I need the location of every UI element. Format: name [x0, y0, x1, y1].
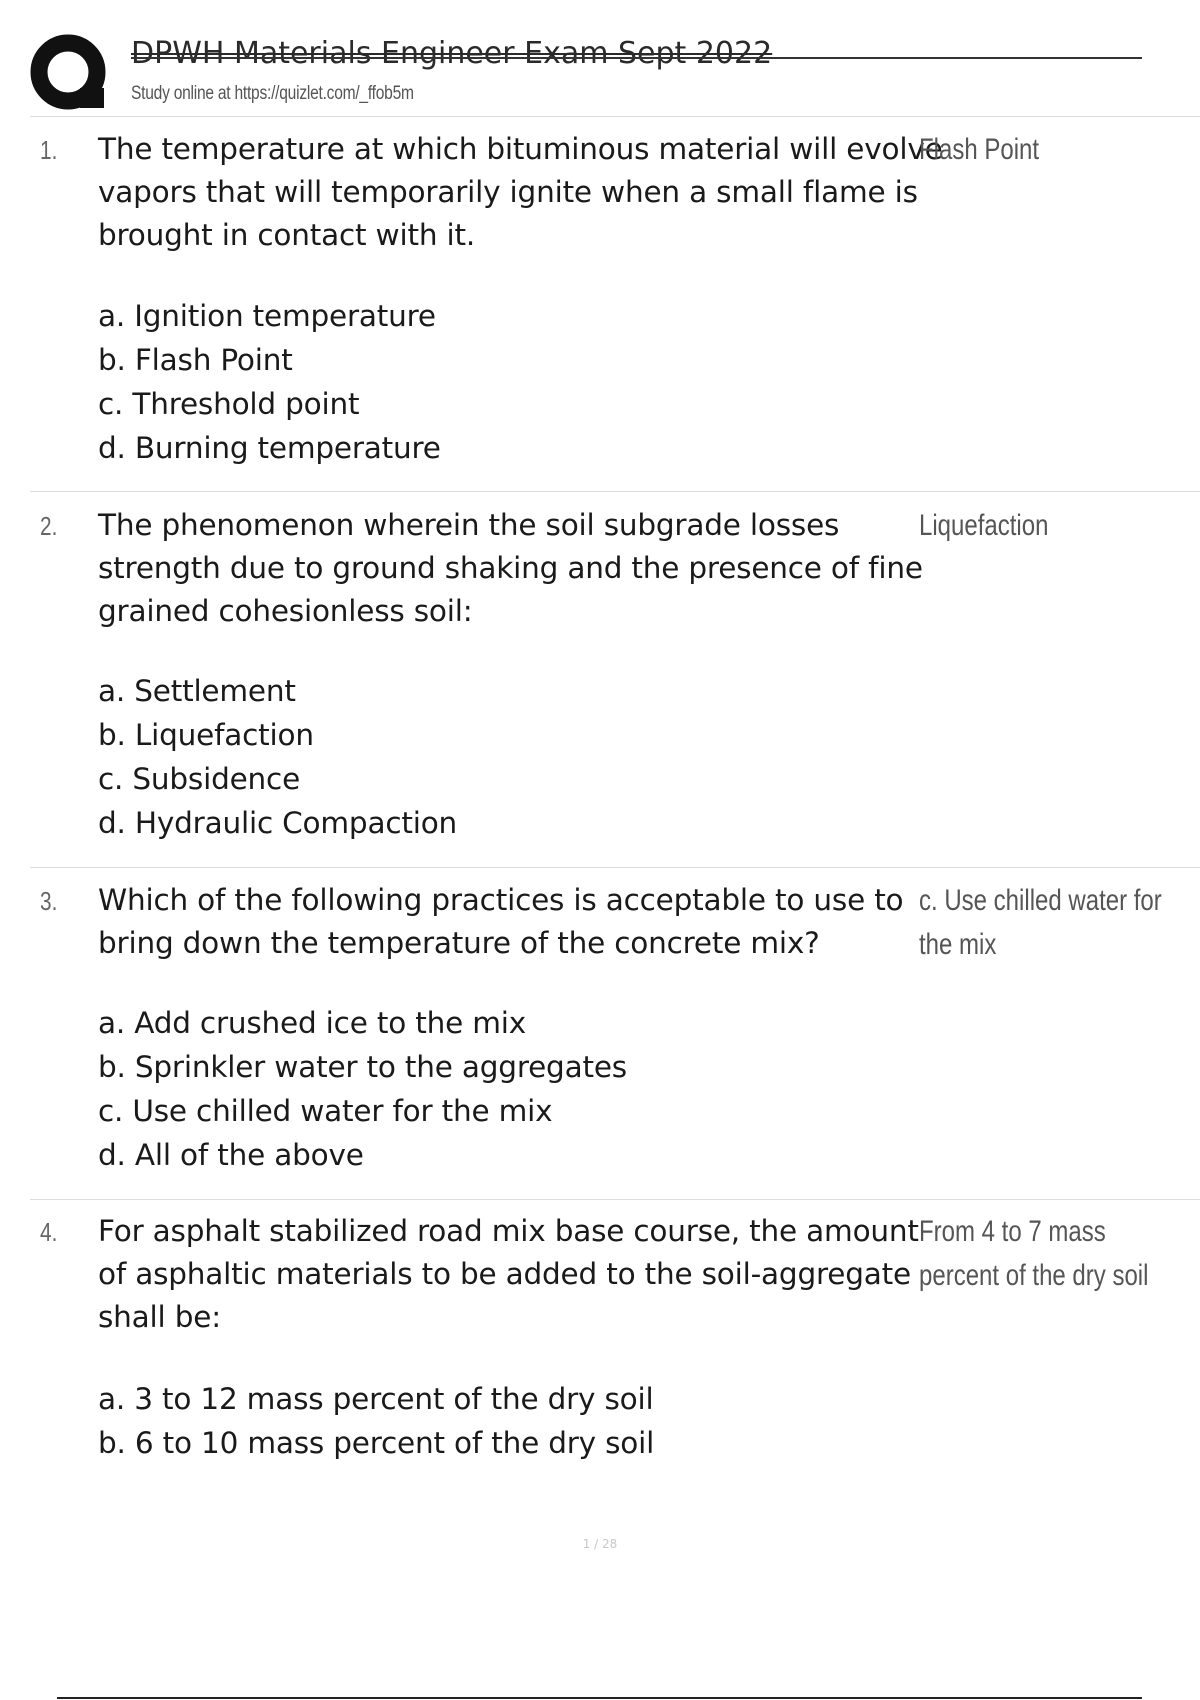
question-divider — [30, 491, 1200, 492]
choice-item: c. Subsidence — [98, 762, 301, 796]
answer-text: From 4 to 7 mass percent of the dry soil — [919, 1215, 1149, 1292]
choice-item: a. Add crushed ice to the mix — [98, 1006, 526, 1040]
question-number: 3. — [40, 886, 58, 916]
choice-item: d. Hydraulic Compaction — [98, 806, 458, 840]
choice-item: b. Sprinkler water to the aggregates — [98, 1050, 627, 1084]
answer-text: Flash Point — [919, 133, 1040, 166]
choice-item: b. 6 to 10 mass percent of the dry soil — [98, 1426, 655, 1460]
choice-list — [98, 669, 457, 845]
study-online-link-text: Study online at https://quizlet.com/_ffob5m — [131, 83, 414, 104]
choice-item: a. 3 to 12 mass percent of the dry soil — [98, 1382, 654, 1416]
choice-list — [98, 294, 441, 470]
choice-item: b. Liquefaction — [98, 718, 314, 752]
header-divider — [30, 116, 1200, 117]
choice-list — [98, 1377, 654, 1465]
answer-text: Liquefaction — [919, 509, 1049, 542]
header-rule — [131, 57, 1142, 59]
choice-item: d. Burning temperature — [98, 431, 441, 465]
question-number: 4. — [40, 1217, 58, 1247]
question-text: Which of the following practices is acceptable to use to bring down the temperature of the concrete mix? — [98, 883, 904, 960]
question-text: For asphalt stabilized road mix base course, the amount of asphaltic materials to be added to the soil-aggregate shall be: — [98, 1214, 919, 1334]
choice-item: d. All of the above — [98, 1138, 364, 1172]
choice-item: b. Flash Point — [98, 343, 293, 377]
page-indicator: 1 / 28 — [582, 1537, 618, 1551]
question-number: 1. — [40, 135, 58, 165]
choice-item: a. Settlement — [98, 674, 296, 708]
choice-item: c. Threshold point — [98, 387, 360, 421]
question-divider — [30, 1199, 1200, 1200]
question-text: The temperature at which bituminous material will evolve vapors that will temporarily ignite when a small flame is brought in contact with it. — [98, 132, 943, 252]
choice-item: c. Use chilled water for the mix — [98, 1094, 553, 1128]
question-divider — [30, 867, 1200, 868]
choice-item: a. Ignition temperature — [98, 299, 436, 333]
footer-rule — [57, 1697, 1142, 1699]
question-number: 2. — [40, 511, 58, 541]
choice-list — [98, 1001, 627, 1177]
document-title: DPWH Materials Engineer Exam Sept 2022 — [131, 36, 773, 71]
quizlet-logo-icon — [30, 33, 110, 113]
answer-text: c. Use chilled water for the mix — [919, 884, 1162, 961]
question-text: The phenomenon wherein the soil subgrade losses strength due to ground shaking and the presence of fine grained cohesionless soil: — [98, 508, 923, 628]
